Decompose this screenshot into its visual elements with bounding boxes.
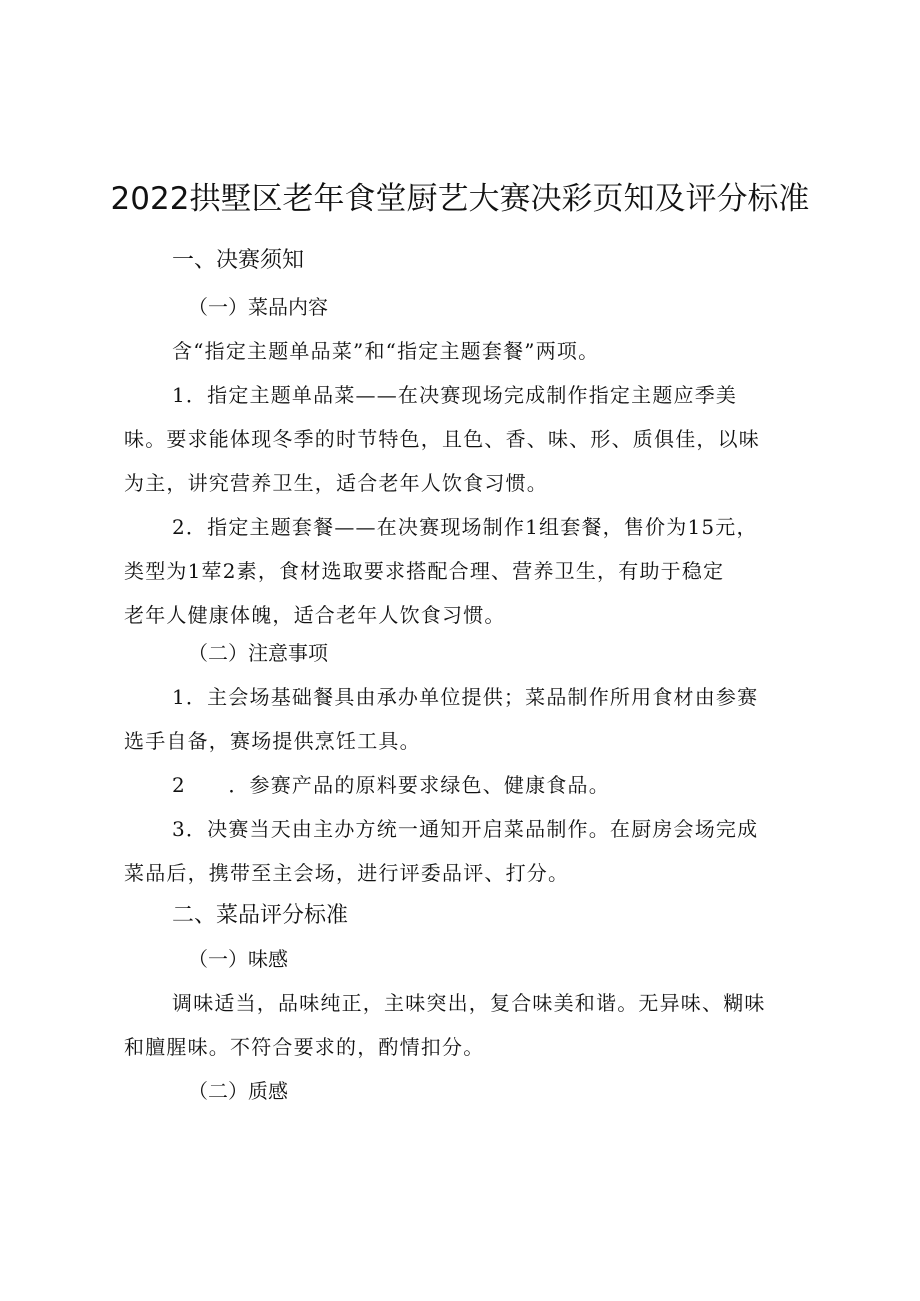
item1-line3: 为主，讲究营养卫生，适合老年人饮食习惯。 [124, 471, 548, 495]
item1-line1: 1．指定主题单品菜——在决赛现场完成制作指定主题应季美 [172, 383, 738, 407]
subheading-notes: （二）注意事项 [188, 641, 328, 665]
taste-line2: 和膻腥味。不符合要求的，酌情扣分。 [124, 1035, 485, 1059]
item1-line2: 味。要求能体现冬季的时节特色，且色、香、味、形、质俱佳，以味 [124, 427, 760, 451]
note3-line2: 菜品后，携带至主会场，进行评委品评、打分。 [124, 861, 570, 885]
paragraph-intro: 含“指定主题单品菜”和“指定主题套餐”两项。 [172, 339, 600, 363]
taste-line1: 调味适当，品味纯正，主味突出，复合味美和谐。无异味、糊味 [172, 991, 766, 1015]
note1-line2: 选手自备，赛场提供烹饪工具。 [124, 729, 421, 753]
note2-line1: 2 ．参赛产品的原料要求绿色、健康食品。 [172, 773, 610, 797]
section-heading-scoring: 二、菜品评分标准 [172, 903, 349, 928]
note3-line1: 3．决赛当天由主办方统一通知开启菜品制作。在厨房会场完成 [172, 817, 759, 841]
note1-line1: 1．主会场基础餐具由承办单位提供；菜品制作所用食材由参赛 [172, 685, 759, 709]
section-heading-notice: 一、决赛须知 [172, 248, 305, 273]
subheading-taste: （一）味感 [188, 947, 288, 971]
document-title: 2022拱墅区老年食堂厨艺大赛决彩页知及评分标准 [110, 181, 810, 217]
item2-line2: 类型为1荤2素，食材选取要求搭配合理、营养卫生，有助于稳定 [124, 559, 725, 583]
item2-line1: 2．指定主题套餐——在决赛现场制作1组套餐，售价为15元， [172, 515, 758, 539]
subheading-texture: （二）质感 [188, 1079, 288, 1103]
item2-line3: 老年人健康体魄，适合老年人饮食习惯。 [124, 603, 506, 627]
subheading-dish-content: （一）菜品内容 [188, 295, 328, 319]
